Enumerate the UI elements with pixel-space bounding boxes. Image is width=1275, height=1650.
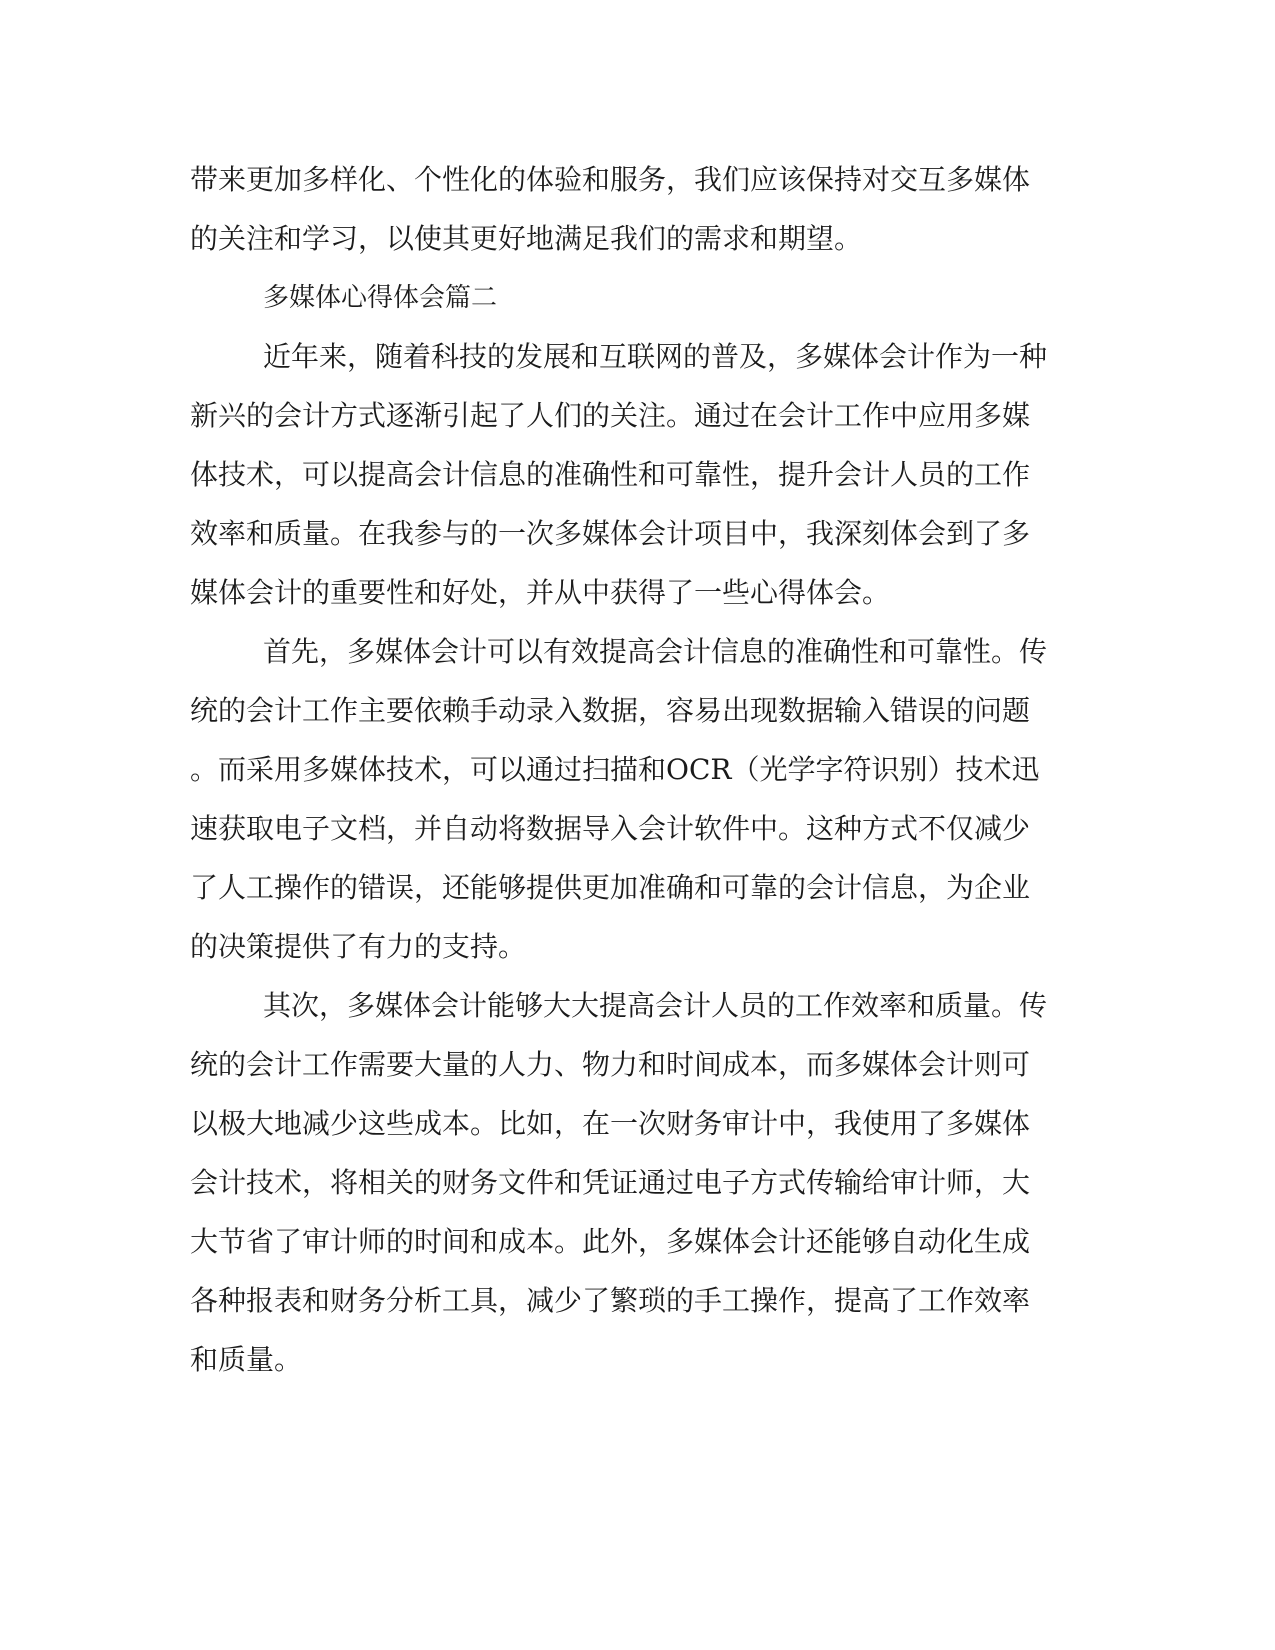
text-line: 会计技术，将相关的财务文件和凭证通过电子方式传输给审计师，大 xyxy=(190,1166,1031,1199)
text-line: 和质量。 xyxy=(190,1343,303,1376)
text-line: 速获取电子文档，并自动将数据导入会计软件中。这种方式不仅减少 xyxy=(190,812,1031,845)
text-line: 近年来，随着科技的发展和互联网的普及，多媒体会计作为一种 xyxy=(263,340,1048,373)
text-line: 带来更加多样化、个性化的体验和服务，我们应该保持对交互多媒体 xyxy=(190,163,1031,196)
text-line: 统的会计工作主要依赖手动录入数据，容易出现数据输入错误的问题 xyxy=(190,694,1031,727)
text-line: 其次，多媒体会计能够大大提高会计人员的工作效率和质量。传 xyxy=(263,989,1048,1022)
text-line: 的决策提供了有力的支持。 xyxy=(190,930,527,963)
text-line: 媒体会计的重要性和好处，并从中获得了一些心得体会。 xyxy=(190,576,891,609)
section-heading: 多媒体心得体会篇二 xyxy=(263,283,498,313)
text-line: 首先，多媒体会计可以有效提高会计信息的准确性和可靠性。传 xyxy=(263,635,1048,668)
text-line: 效率和质量。在我参与的一次多媒体会计项目中，我深刻体会到了多 xyxy=(190,517,1031,550)
text-line: 以极大地减少这些成本。比如，在一次财务审计中，我使用了多媒体 xyxy=(190,1107,1031,1140)
text-line: 体技术，可以提高会计信息的准确性和可靠性，提升会计人员的工作 xyxy=(190,458,1031,491)
text-line: 大节省了审计师的时间和成本。此外，多媒体会计还能够自动化生成 xyxy=(190,1225,1031,1258)
text-line: 新兴的会计方式逐渐引起了人们的关注。通过在会计工作中应用多媒 xyxy=(190,399,1031,432)
text-line: 。而采用多媒体技术，可以通过扫描和OCR（光学字符识别）技术迅 xyxy=(190,753,1040,786)
text-line: 各种报表和财务分析工具，减少了繁琐的手工操作，提高了工作效率 xyxy=(190,1284,1031,1317)
text-line: 了人工操作的错误，还能够提供更加准确和可靠的会计信息，为企业 xyxy=(190,871,1031,904)
text-line: 的关注和学习，以使其更好地满足我们的需求和期望。 xyxy=(190,222,863,255)
text-line: 统的会计工作需要大量的人力、物力和时间成本，而多媒体会计则可 xyxy=(190,1048,1031,1081)
